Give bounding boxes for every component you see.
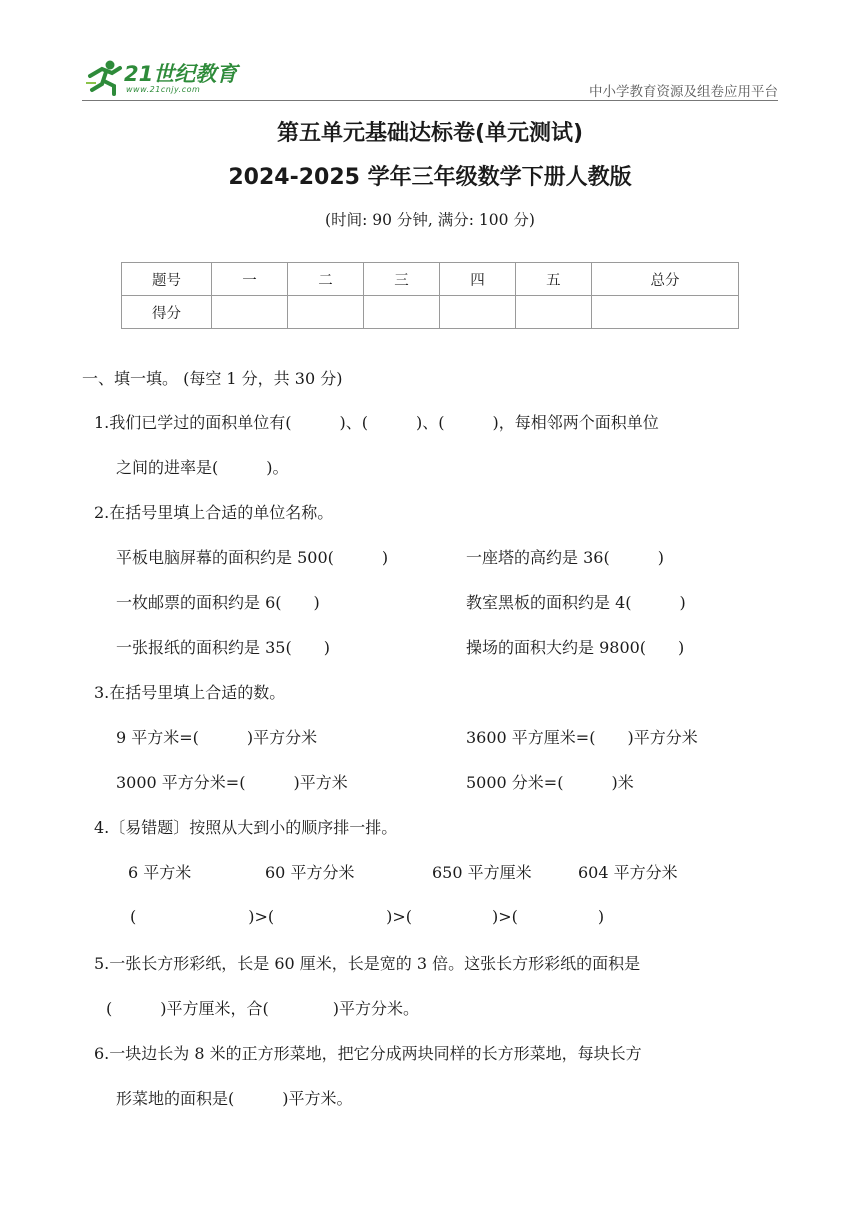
question-1-line1: 1.我们已学过的面积单位有( )、( )、( )，每相邻两个面积单位 [94,413,659,432]
question-2-stem: 2.在括号里填上合适的单位名称。 [94,503,334,522]
score-cell[interactable] [363,296,439,329]
question-3-stem: 3.在括号里填上合适的数。 [94,683,286,702]
question-3-item: 3600 平方厘米=( )平方分米 [466,728,698,747]
question-2-item: 一座塔的高约是 36( ) [466,548,664,567]
section-heading: 一、填一填。 (每空 1 分，共 30 分) [82,369,343,388]
question-4-item: 604 平方分米 [578,863,678,882]
score-cell[interactable] [439,296,515,329]
table-row [122,263,739,296]
exam-info: (时间: 90 分钟, 满分: 100 分) [325,211,535,229]
question-2-item: 一张报纸的面积约是 35( ) [116,638,330,657]
table-cell: 四 [439,263,515,296]
score-table [121,262,739,329]
table-cell: 题号 [122,263,212,296]
logo-url: www.21cnjy.com [126,85,201,94]
question-3-item: 3000 平方分米=( )平方米 [116,773,348,792]
platform-name: 中小学教育资源及组卷应用平台 [589,84,778,100]
question-3-item: 5000 分米=( )米 [466,773,634,792]
score-cell[interactable] [212,296,288,329]
table-cell: 一 [212,263,288,296]
score-cell[interactable] [515,296,591,329]
score-cell[interactable] [287,296,363,329]
question-4-answer: ( )>( )>( )>( ) [130,907,605,926]
question-5-line2: ( )平方厘米，合( )平方分米。 [106,999,419,1018]
question-4-item: 60 平方分米 [265,863,355,882]
question-2-item: 一枚邮票的面积约是 6( ) [116,593,320,612]
question-4-item: 650 平方厘米 [432,863,532,882]
question-3-item: 9 平方米=( )平方分米 [116,728,318,747]
question-2-item: 教室黑板的面积约是 4( ) [466,593,686,612]
table-cell: 得分 [122,296,212,329]
question-2-item: 操场的面积大约是 9800( ) [466,638,685,657]
logo [84,56,238,98]
logo-text: 21世纪教育 [124,62,238,86]
header-divider [82,100,778,101]
score-cell[interactable] [591,296,738,329]
table-cell: 五 [515,263,591,296]
table-cell: 总分 [591,263,738,296]
question-4-stem: 4.〔易错题〕按照从大到小的顺序排一排。 [94,818,398,837]
question-6-line1: 6.一块边长为 8 米的正方形菜地，把它分成两块同样的长方形菜地，每块长方 [94,1044,642,1063]
table-row [122,296,739,329]
question-4-item: 6 平方米 [128,863,192,882]
page-title: 第五单元基础达标卷(单元测试) [276,121,584,146]
question-1-line2: 之间的进率是( )。 [116,458,289,477]
page-subtitle: 2024-2025 学年三年级数学下册人教版 [228,165,632,190]
table-cell: 二 [287,263,363,296]
table-cell: 三 [363,263,439,296]
question-6-line2: 形菜地的面积是( )平方米。 [116,1089,353,1108]
question-2-item: 平板电脑屏幕的面积约是 500( ) [116,548,389,567]
question-5-line1: 5.一张长方形彩纸，长是 60 厘米，长是宽的 3 倍。这张长方形彩纸的面积是 [94,954,641,973]
